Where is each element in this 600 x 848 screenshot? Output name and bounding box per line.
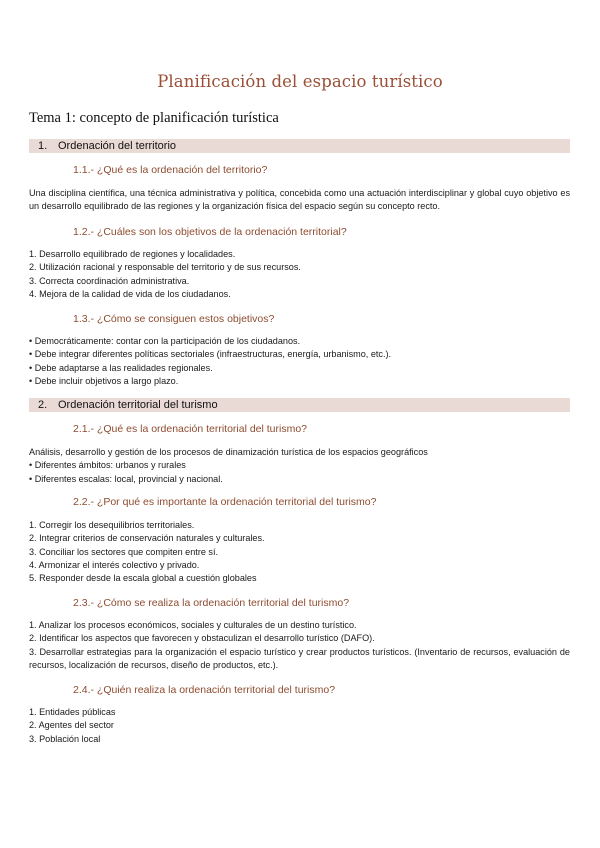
- question-2-2-title: 2.2.- ¿Por qué es importante la ordenación territorial del turismo?: [73, 496, 377, 508]
- list-item: 2. Identificar los aspectos que favorecen y obstaculizan el desarrollo turístico (DAFO).: [29, 633, 375, 644]
- list-item: • Debe integrar diferentes políticas sectoriales (infraestructuras, energía, urbanismo, etc.).: [29, 349, 392, 360]
- list-item: 5. Responder desde la escala global a cuestión globales: [29, 573, 257, 584]
- list-item: 2. Utilización racional y responsable del territorio y de sus recursos.: [29, 262, 301, 273]
- question-2-3-title: 2.3.- ¿Cómo se realiza la ordenación territorial del turismo?: [73, 597, 350, 609]
- list-item: • Democráticamente: contar con la participación de los ciudadanos.: [29, 336, 301, 346]
- question-2-4-title: 2.4.- ¿Quién realiza la ordenación territorial del turismo?: [73, 684, 336, 696]
- list-item: Análisis, desarrollo y gestión de los procesos de dinamización turística de los espacios geográficos: [29, 447, 428, 457]
- question-1-1-title: 1.1.- ¿Qué es la ordenación del territorio?: [73, 164, 268, 176]
- process-list: [29, 619, 570, 672]
- list-item: 3. Población local: [29, 733, 101, 744]
- list-item: 2. Agentes del sector: [29, 720, 114, 731]
- section-2-heading: [38, 398, 218, 412]
- list-item: • Diferentes escalas: local, provincial y nacional.: [29, 473, 223, 484]
- list-item: • Debe adaptarse a las realidades regionales.: [29, 362, 213, 373]
- question-1-2-title: 1.2.- ¿Cuáles son los objetivos de la ordenación territorial?: [73, 226, 347, 238]
- list-item: • Debe incluir objetivos a largo plazo.: [29, 375, 179, 386]
- topic-title: Tema 1: concepto de planificación turística: [29, 110, 279, 126]
- section-2-number: 2.: [38, 399, 48, 411]
- list-item: • Diferentes ámbitos: urbanos y rurales: [29, 460, 186, 471]
- list-item: 1. Analizar los procesos económicos, sociales y culturales de un destino turístico.: [29, 620, 357, 630]
- list-item: 1. Entidades públicas: [29, 707, 116, 717]
- tourism-definition-list: [29, 446, 428, 486]
- methods-list: [29, 335, 391, 388]
- list-item: 4. Mejora de la calidad de vida de los ciudadanos.: [29, 288, 231, 299]
- question-2-1-title: 2.1.- ¿Qué es la ordenación territorial del turismo?: [73, 423, 308, 435]
- section-1-number: 1.: [38, 140, 48, 152]
- actors-list: [29, 706, 115, 746]
- importance-list: [29, 519, 265, 585]
- list-item: 1. Desarrollo equilibrado de regiones y localidades.: [29, 249, 236, 259]
- question-1-3-title: 1.3.- ¿Cómo se consiguen estos objetivos?: [73, 313, 275, 325]
- list-item: 3. Conciliar los sectores que compiten entre sí.: [29, 546, 219, 557]
- list-item: 3. Correcta coordinación administrativa.: [29, 275, 190, 286]
- section-1-heading: [38, 139, 176, 153]
- question-1-1-text: Una disciplina científica, una técnica administrativa y política, concebida como una actuación interdisciplinar y global cuyo objetivo es un desarrollo equilibrado de las regiones y la organización física del espacio según su concepto recto.: [29, 188, 570, 211]
- list-item: 4. Armonizar el interés colectivo y privado.: [29, 559, 200, 570]
- list-item: 1. Corregir los desequilibrios territoriales.: [29, 520, 195, 530]
- list-item: 2. Integrar criterios de conservación naturales y culturales.: [29, 533, 265, 544]
- section-1-title: Ordenación del territorio: [58, 140, 177, 152]
- list-item: 3. Desarrollar estrategias para la organización el espacio turístico y crear productos turísticos. (Inventario de recursos, evaluación de recursos, localización de recursos, diseño de productos, etc.).: [29, 646, 570, 670]
- document-title: Planificación del espacio turístico: [157, 72, 443, 91]
- objectives-list: [29, 248, 301, 301]
- section-2-title: Ordenación territorial del turismo: [58, 399, 218, 411]
